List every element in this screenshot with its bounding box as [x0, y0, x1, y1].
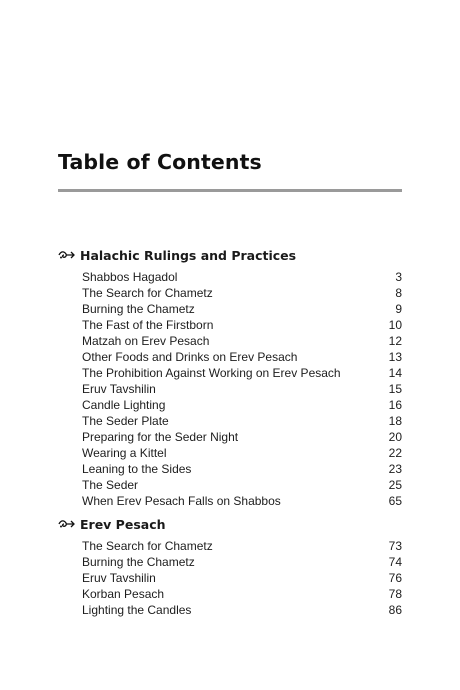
entry-title: Leaning to the Sides: [82, 462, 192, 476]
entry-page-number: 13: [388, 350, 402, 364]
entry-title: Other Foods and Drinks on Erev Pesach: [82, 350, 298, 364]
entry-page-number: 76: [388, 571, 402, 585]
toc-entry[interactable]: [58, 477, 402, 493]
toc-section-halachic-rulings: [58, 245, 402, 509]
entry-page-number: 20: [388, 430, 402, 444]
entry-page-number: 25: [388, 478, 402, 492]
toc-entry[interactable]: [58, 381, 402, 397]
entry-title: When Erev Pesach Falls on Shabbos: [82, 494, 281, 508]
entry-page-number: 22: [388, 446, 402, 460]
entry-page-number: 78: [388, 587, 402, 601]
section-heading-text: Erev Pesach: [80, 516, 166, 532]
entry-title: Candle Lighting: [82, 398, 166, 412]
entry-title: The Search for Chametz: [82, 286, 213, 300]
entry-title: Shabbos Hagadol: [82, 270, 178, 284]
entry-page-number: 14: [388, 366, 402, 380]
toc-entry[interactable]: [58, 397, 402, 413]
toc-entry-list: [58, 269, 402, 509]
toc-entry[interactable]: [58, 538, 402, 554]
toc-entry[interactable]: [58, 461, 402, 477]
entry-title: The Prohibition Against Working on Erev Pesach: [82, 366, 341, 380]
toc-entry[interactable]: [58, 554, 402, 570]
section-heading[interactable]: [58, 514, 402, 534]
section-heading[interactable]: [58, 245, 402, 265]
entry-page-number: 16: [388, 398, 402, 412]
entry-title: The Seder Plate: [82, 414, 169, 428]
entry-page-number: 86: [388, 603, 402, 617]
fleuron-icon: [58, 519, 75, 529]
toc-entry[interactable]: [58, 333, 402, 349]
entry-title: The Fast of the Firstborn: [82, 318, 214, 332]
entry-page-number: 10: [388, 318, 402, 332]
page-title: Table of Contents: [58, 150, 262, 174]
toc-entry-list: [58, 538, 402, 618]
entry-title: Wearing a Kittel: [82, 446, 167, 460]
section-heading-text: Halachic Rulings and Practices: [80, 247, 297, 263]
entry-page-number: 23: [388, 462, 402, 476]
toc-section-erev-pesach: [58, 514, 402, 618]
entry-page-number: 12: [388, 334, 402, 348]
entry-page-number: 73: [388, 539, 402, 553]
toc-entry[interactable]: [58, 413, 402, 429]
toc-entry[interactable]: [58, 493, 402, 509]
entry-title: Burning the Chametz: [82, 302, 195, 316]
toc-entry[interactable]: [58, 445, 402, 461]
toc-entry[interactable]: [58, 269, 402, 285]
toc-entry[interactable]: [58, 349, 402, 365]
entry-title: Matzah on Erev Pesach: [82, 334, 210, 348]
toc-entry[interactable]: [58, 586, 402, 602]
entry-title: Preparing for the Seder Night: [82, 430, 239, 444]
fleuron-icon: [58, 250, 75, 260]
entry-title: Burning the Chametz: [82, 555, 195, 569]
title-divider: [58, 189, 402, 192]
toc-entry[interactable]: [58, 317, 402, 333]
toc-entry[interactable]: [58, 365, 402, 381]
entry-page-number: 8: [395, 286, 402, 300]
entry-page-number: 18: [388, 414, 402, 428]
entry-page-number: 74: [388, 555, 402, 569]
entry-title: The Search for Chametz: [82, 539, 213, 553]
entry-title: Lighting the Candles: [82, 603, 192, 617]
toc-entry[interactable]: [58, 429, 402, 445]
toc-entry[interactable]: [58, 301, 402, 317]
entry-title: The Seder: [82, 478, 139, 492]
entry-title: Eruv Tavshilin: [82, 382, 156, 396]
entry-page-number: 3: [395, 270, 402, 284]
entry-title: Korban Pesach: [82, 587, 165, 601]
entry-page-number: 65: [388, 494, 402, 508]
toc-entry[interactable]: [58, 602, 402, 618]
toc-entry[interactable]: [58, 285, 402, 301]
entry-page-number: 9: [395, 302, 402, 316]
entry-title: Eruv Tavshilin: [82, 571, 156, 585]
toc-entry[interactable]: [58, 570, 402, 586]
entry-page-number: 15: [388, 382, 402, 396]
